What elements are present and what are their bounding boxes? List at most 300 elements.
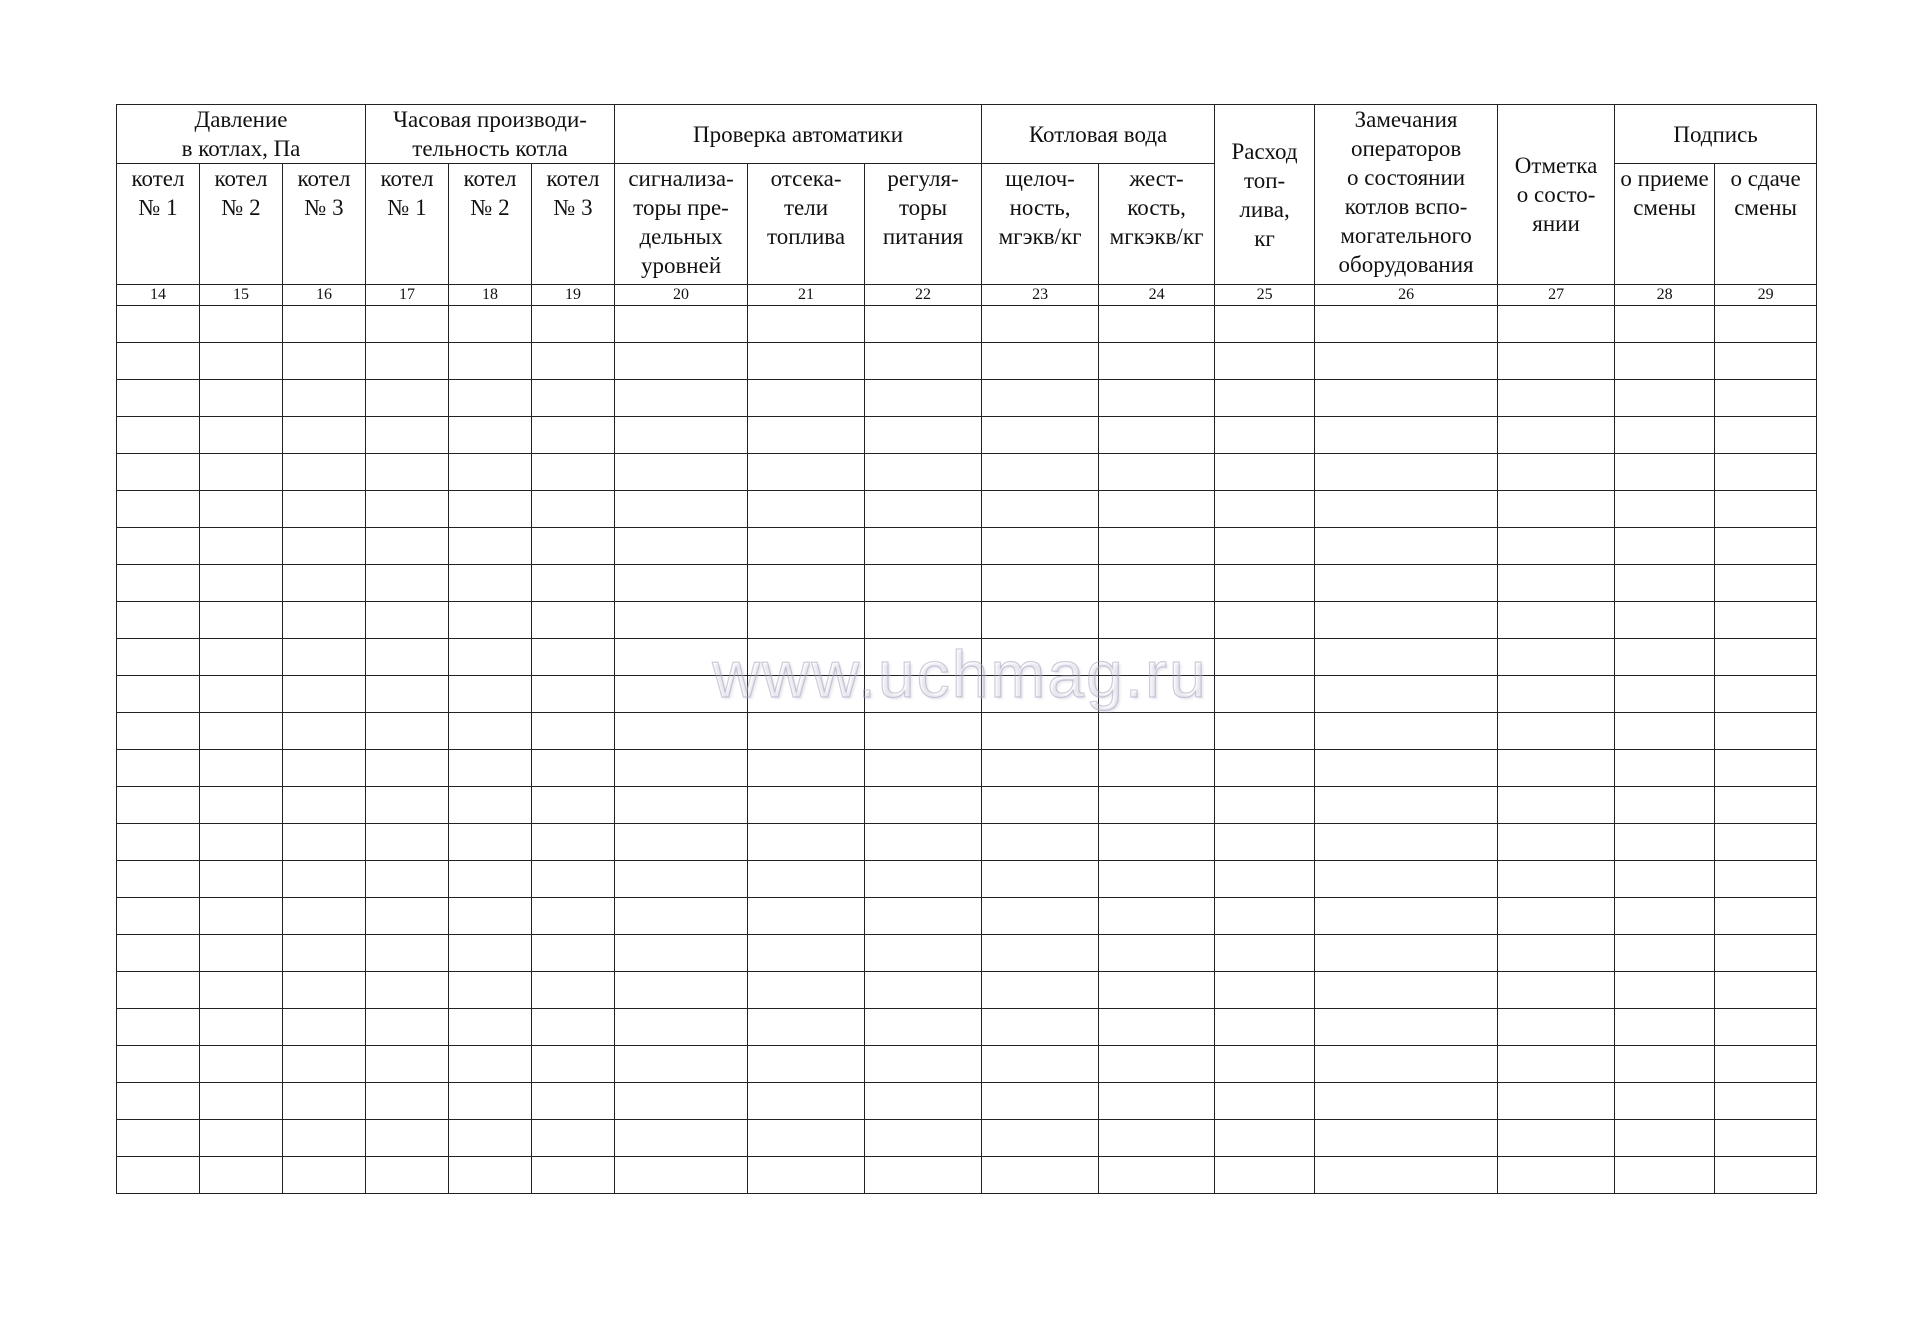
table-cell[interactable] — [449, 1009, 532, 1046]
table-cell[interactable] — [117, 454, 200, 491]
table-cell[interactable] — [449, 676, 532, 713]
table-cell[interactable] — [1715, 861, 1817, 898]
table-cell[interactable] — [1715, 898, 1817, 935]
table-cell[interactable] — [532, 602, 615, 639]
table-cell[interactable] — [1615, 1009, 1715, 1046]
table-cell[interactable] — [1099, 935, 1215, 972]
table-cell[interactable] — [117, 972, 200, 1009]
table-cell[interactable] — [865, 972, 982, 1009]
table-cell[interactable] — [1099, 491, 1215, 528]
table-cell[interactable] — [748, 343, 865, 380]
table-cell[interactable] — [117, 1083, 200, 1120]
table-cell[interactable] — [1215, 1157, 1315, 1194]
table-cell[interactable] — [449, 454, 532, 491]
table-cell[interactable] — [615, 454, 748, 491]
table-cell[interactable] — [200, 824, 283, 861]
table-cell[interactable] — [1215, 565, 1315, 602]
table-cell[interactable] — [200, 935, 283, 972]
table-cell[interactable] — [1615, 417, 1715, 454]
table-cell[interactable] — [865, 1009, 982, 1046]
table-cell[interactable] — [1615, 454, 1715, 491]
table-cell[interactable] — [748, 898, 865, 935]
table-cell[interactable] — [982, 602, 1099, 639]
table-cell[interactable] — [1615, 565, 1715, 602]
table-cell[interactable] — [1498, 306, 1615, 343]
table-cell[interactable] — [1215, 787, 1315, 824]
table-cell[interactable] — [1715, 565, 1817, 602]
table-cell[interactable] — [1315, 972, 1498, 1009]
table-cell[interactable] — [200, 750, 283, 787]
table-cell[interactable] — [1715, 602, 1817, 639]
table-cell[interactable] — [366, 861, 449, 898]
table-cell[interactable] — [865, 343, 982, 380]
table-cell[interactable] — [200, 380, 283, 417]
table-cell[interactable] — [117, 1120, 200, 1157]
table-cell[interactable] — [366, 343, 449, 380]
table-cell[interactable] — [615, 380, 748, 417]
table-cell[interactable] — [1498, 1157, 1615, 1194]
table-cell[interactable] — [532, 417, 615, 454]
table-cell[interactable] — [1315, 639, 1498, 676]
table-cell[interactable] — [615, 898, 748, 935]
table-cell[interactable] — [1715, 787, 1817, 824]
table-cell[interactable] — [200, 491, 283, 528]
table-cell[interactable] — [1215, 380, 1315, 417]
table-cell[interactable] — [982, 1009, 1099, 1046]
table-cell[interactable] — [865, 380, 982, 417]
table-cell[interactable] — [366, 713, 449, 750]
table-cell[interactable] — [982, 1046, 1099, 1083]
table-cell[interactable] — [449, 1120, 532, 1157]
table-cell[interactable] — [1315, 1009, 1498, 1046]
table-cell[interactable] — [982, 935, 1099, 972]
table-cell[interactable] — [283, 565, 366, 602]
table-cell[interactable] — [1615, 1120, 1715, 1157]
table-cell[interactable] — [1715, 454, 1817, 491]
table-cell[interactable] — [748, 861, 865, 898]
table-cell[interactable] — [200, 713, 283, 750]
table-cell[interactable] — [1715, 491, 1817, 528]
table-cell[interactable] — [532, 1120, 615, 1157]
table-cell[interactable] — [865, 417, 982, 454]
table-cell[interactable] — [1498, 1046, 1615, 1083]
table-cell[interactable] — [1615, 713, 1715, 750]
table-cell[interactable] — [1215, 528, 1315, 565]
table-cell[interactable] — [117, 676, 200, 713]
table-cell[interactable] — [1498, 491, 1615, 528]
table-cell[interactable] — [283, 343, 366, 380]
table-cell[interactable] — [615, 343, 748, 380]
table-cell[interactable] — [532, 750, 615, 787]
table-cell[interactable] — [615, 861, 748, 898]
table-cell[interactable] — [748, 750, 865, 787]
table-cell[interactable] — [865, 454, 982, 491]
table-cell[interactable] — [117, 491, 200, 528]
table-cell[interactable] — [366, 528, 449, 565]
table-cell[interactable] — [1715, 713, 1817, 750]
table-cell[interactable] — [1615, 750, 1715, 787]
table-cell[interactable] — [1715, 676, 1817, 713]
table-cell[interactable] — [1099, 1009, 1215, 1046]
table-cell[interactable] — [1215, 306, 1315, 343]
table-cell[interactable] — [449, 1083, 532, 1120]
table-cell[interactable] — [1315, 1157, 1498, 1194]
table-cell[interactable] — [1315, 1083, 1498, 1120]
table-cell[interactable] — [865, 750, 982, 787]
table-cell[interactable] — [982, 972, 1099, 1009]
table-cell[interactable] — [449, 565, 532, 602]
table-cell[interactable] — [449, 380, 532, 417]
table-cell[interactable] — [366, 380, 449, 417]
table-cell[interactable] — [1715, 750, 1817, 787]
table-cell[interactable] — [1715, 380, 1817, 417]
table-cell[interactable] — [1315, 1046, 1498, 1083]
table-cell[interactable] — [532, 306, 615, 343]
table-cell[interactable] — [1099, 528, 1215, 565]
table-cell[interactable] — [1715, 1046, 1817, 1083]
table-cell[interactable] — [1315, 343, 1498, 380]
table-cell[interactable] — [615, 787, 748, 824]
table-cell[interactable] — [283, 972, 366, 1009]
table-cell[interactable] — [748, 787, 865, 824]
table-cell[interactable] — [117, 750, 200, 787]
table-cell[interactable] — [1498, 1120, 1615, 1157]
table-cell[interactable] — [532, 1083, 615, 1120]
table-cell[interactable] — [1099, 787, 1215, 824]
table-cell[interactable] — [366, 454, 449, 491]
table-cell[interactable] — [200, 565, 283, 602]
table-cell[interactable] — [1099, 861, 1215, 898]
table-cell[interactable] — [1315, 713, 1498, 750]
table-cell[interactable] — [865, 861, 982, 898]
table-cell[interactable] — [200, 861, 283, 898]
table-cell[interactable] — [615, 1046, 748, 1083]
table-cell[interactable] — [117, 1009, 200, 1046]
table-cell[interactable] — [1099, 750, 1215, 787]
table-cell[interactable] — [615, 1009, 748, 1046]
table-cell[interactable] — [1099, 454, 1215, 491]
table-cell[interactable] — [1215, 1046, 1315, 1083]
table-cell[interactable] — [1498, 454, 1615, 491]
table-cell[interactable] — [532, 676, 615, 713]
table-cell[interactable] — [283, 306, 366, 343]
table-cell[interactable] — [366, 676, 449, 713]
table-cell[interactable] — [1099, 417, 1215, 454]
table-cell[interactable] — [865, 713, 982, 750]
table-cell[interactable] — [283, 750, 366, 787]
table-cell[interactable] — [200, 306, 283, 343]
table-cell[interactable] — [200, 528, 283, 565]
table-cell[interactable] — [1715, 935, 1817, 972]
table-cell[interactable] — [748, 1046, 865, 1083]
table-cell[interactable] — [982, 787, 1099, 824]
table-cell[interactable] — [615, 639, 748, 676]
table-cell[interactable] — [283, 1046, 366, 1083]
table-cell[interactable] — [615, 1083, 748, 1120]
table-cell[interactable] — [283, 1009, 366, 1046]
table-cell[interactable] — [200, 676, 283, 713]
table-cell[interactable] — [200, 972, 283, 1009]
table-cell[interactable] — [1498, 380, 1615, 417]
table-cell[interactable] — [449, 935, 532, 972]
table-cell[interactable] — [982, 306, 1099, 343]
table-cell[interactable] — [449, 343, 532, 380]
table-cell[interactable] — [1498, 935, 1615, 972]
table-cell[interactable] — [532, 1009, 615, 1046]
table-cell[interactable] — [366, 1157, 449, 1194]
table-cell[interactable] — [532, 491, 615, 528]
table-cell[interactable] — [1615, 1083, 1715, 1120]
table-cell[interactable] — [982, 1157, 1099, 1194]
table-cell[interactable] — [366, 824, 449, 861]
table-cell[interactable] — [1498, 343, 1615, 380]
table-cell[interactable] — [532, 1157, 615, 1194]
table-cell[interactable] — [1315, 565, 1498, 602]
table-cell[interactable] — [748, 602, 865, 639]
table-cell[interactable] — [117, 1046, 200, 1083]
table-cell[interactable] — [532, 454, 615, 491]
table-cell[interactable] — [117, 343, 200, 380]
table-cell[interactable] — [615, 1157, 748, 1194]
table-cell[interactable] — [865, 824, 982, 861]
table-cell[interactable] — [982, 898, 1099, 935]
table-cell[interactable] — [748, 417, 865, 454]
table-cell[interactable] — [1099, 639, 1215, 676]
table-cell[interactable] — [200, 1046, 283, 1083]
table-cell[interactable] — [1099, 1157, 1215, 1194]
table-cell[interactable] — [1099, 602, 1215, 639]
table-cell[interactable] — [1215, 824, 1315, 861]
table-cell[interactable] — [283, 1157, 366, 1194]
table-cell[interactable] — [532, 528, 615, 565]
table-cell[interactable] — [1615, 787, 1715, 824]
table-cell[interactable] — [1615, 861, 1715, 898]
table-cell[interactable] — [748, 565, 865, 602]
table-cell[interactable] — [366, 565, 449, 602]
table-cell[interactable] — [1215, 491, 1315, 528]
table-cell[interactable] — [283, 1083, 366, 1120]
table-cell[interactable] — [366, 639, 449, 676]
table-cell[interactable] — [366, 1120, 449, 1157]
table-cell[interactable] — [615, 491, 748, 528]
table-cell[interactable] — [982, 565, 1099, 602]
table-cell[interactable] — [865, 491, 982, 528]
table-cell[interactable] — [1615, 602, 1715, 639]
table-cell[interactable] — [1099, 1083, 1215, 1120]
table-cell[interactable] — [1615, 676, 1715, 713]
table-cell[interactable] — [283, 528, 366, 565]
table-cell[interactable] — [615, 824, 748, 861]
table-cell[interactable] — [1498, 528, 1615, 565]
table-cell[interactable] — [1715, 972, 1817, 1009]
table-cell[interactable] — [1315, 787, 1498, 824]
table-cell[interactable] — [615, 417, 748, 454]
table-cell[interactable] — [1315, 750, 1498, 787]
table-cell[interactable] — [117, 824, 200, 861]
table-cell[interactable] — [1498, 861, 1615, 898]
table-cell[interactable] — [982, 1083, 1099, 1120]
table-cell[interactable] — [1615, 491, 1715, 528]
table-cell[interactable] — [532, 935, 615, 972]
table-cell[interactable] — [449, 972, 532, 1009]
table-cell[interactable] — [200, 1083, 283, 1120]
table-cell[interactable] — [1099, 972, 1215, 1009]
table-cell[interactable] — [1099, 1046, 1215, 1083]
table-cell[interactable] — [748, 454, 865, 491]
table-cell[interactable] — [748, 935, 865, 972]
table-cell[interactable] — [1615, 972, 1715, 1009]
table-cell[interactable] — [449, 713, 532, 750]
table-cell[interactable] — [1615, 898, 1715, 935]
table-cell[interactable] — [1315, 824, 1498, 861]
table-cell[interactable] — [532, 972, 615, 1009]
table-cell[interactable] — [283, 676, 366, 713]
table-cell[interactable] — [117, 1157, 200, 1194]
table-cell[interactable] — [982, 491, 1099, 528]
table-cell[interactable] — [532, 343, 615, 380]
table-cell[interactable] — [1715, 824, 1817, 861]
table-cell[interactable] — [1715, 528, 1817, 565]
table-cell[interactable] — [200, 602, 283, 639]
table-cell[interactable] — [283, 1120, 366, 1157]
table-cell[interactable] — [1615, 306, 1715, 343]
table-cell[interactable] — [982, 713, 1099, 750]
table-cell[interactable] — [449, 602, 532, 639]
table-cell[interactable] — [1315, 1120, 1498, 1157]
table-cell[interactable] — [1498, 898, 1615, 935]
table-cell[interactable] — [200, 417, 283, 454]
table-cell[interactable] — [615, 713, 748, 750]
table-cell[interactable] — [1715, 343, 1817, 380]
table-cell[interactable] — [1315, 380, 1498, 417]
table-cell[interactable] — [1615, 935, 1715, 972]
table-cell[interactable] — [283, 898, 366, 935]
table-cell[interactable] — [117, 639, 200, 676]
table-cell[interactable] — [615, 676, 748, 713]
table-cell[interactable] — [1215, 417, 1315, 454]
table-cell[interactable] — [366, 306, 449, 343]
table-cell[interactable] — [532, 713, 615, 750]
table-cell[interactable] — [1099, 343, 1215, 380]
table-cell[interactable] — [865, 935, 982, 972]
table-cell[interactable] — [117, 565, 200, 602]
table-cell[interactable] — [449, 491, 532, 528]
table-cell[interactable] — [615, 602, 748, 639]
table-cell[interactable] — [1315, 417, 1498, 454]
table-cell[interactable] — [1215, 1009, 1315, 1046]
table-cell[interactable] — [1615, 824, 1715, 861]
table-cell[interactable] — [1498, 565, 1615, 602]
table-cell[interactable] — [200, 343, 283, 380]
table-cell[interactable] — [366, 935, 449, 972]
table-cell[interactable] — [615, 1120, 748, 1157]
table-cell[interactable] — [1215, 602, 1315, 639]
table-cell[interactable] — [200, 787, 283, 824]
table-cell[interactable] — [1615, 639, 1715, 676]
table-cell[interactable] — [366, 787, 449, 824]
table-cell[interactable] — [982, 528, 1099, 565]
table-cell[interactable] — [748, 676, 865, 713]
table-cell[interactable] — [1498, 417, 1615, 454]
table-cell[interactable] — [283, 824, 366, 861]
table-cell[interactable] — [748, 1083, 865, 1120]
table-cell[interactable] — [1498, 1083, 1615, 1120]
table-cell[interactable] — [615, 972, 748, 1009]
table-cell[interactable] — [1215, 861, 1315, 898]
table-cell[interactable] — [283, 417, 366, 454]
table-cell[interactable] — [748, 824, 865, 861]
table-cell[interactable] — [283, 639, 366, 676]
table-cell[interactable] — [1498, 602, 1615, 639]
table-cell[interactable] — [982, 417, 1099, 454]
table-cell[interactable] — [615, 565, 748, 602]
table-cell[interactable] — [1715, 639, 1817, 676]
table-cell[interactable] — [1215, 1083, 1315, 1120]
table-cell[interactable] — [865, 565, 982, 602]
table-cell[interactable] — [532, 898, 615, 935]
table-cell[interactable] — [865, 639, 982, 676]
table-cell[interactable] — [865, 306, 982, 343]
table-cell[interactable] — [865, 1120, 982, 1157]
table-cell[interactable] — [200, 1157, 283, 1194]
table-cell[interactable] — [117, 417, 200, 454]
table-cell[interactable] — [449, 861, 532, 898]
table-cell[interactable] — [117, 787, 200, 824]
table-cell[interactable] — [283, 491, 366, 528]
table-cell[interactable] — [200, 898, 283, 935]
table-cell[interactable] — [283, 713, 366, 750]
table-cell[interactable] — [366, 898, 449, 935]
table-cell[interactable] — [532, 639, 615, 676]
table-cell[interactable] — [1215, 935, 1315, 972]
table-cell[interactable] — [865, 1083, 982, 1120]
table-cell[interactable] — [449, 750, 532, 787]
table-cell[interactable] — [449, 306, 532, 343]
table-cell[interactable] — [532, 787, 615, 824]
table-cell[interactable] — [982, 676, 1099, 713]
table-cell[interactable] — [1099, 898, 1215, 935]
table-cell[interactable] — [865, 676, 982, 713]
table-cell[interactable] — [449, 417, 532, 454]
table-cell[interactable] — [283, 602, 366, 639]
table-cell[interactable] — [283, 861, 366, 898]
table-cell[interactable] — [1315, 306, 1498, 343]
table-cell[interactable] — [117, 528, 200, 565]
table-cell[interactable] — [748, 491, 865, 528]
table-cell[interactable] — [1315, 491, 1498, 528]
table-cell[interactable] — [532, 380, 615, 417]
table-cell[interactable] — [1715, 1120, 1817, 1157]
table-cell[interactable] — [865, 898, 982, 935]
table-cell[interactable] — [200, 639, 283, 676]
table-cell[interactable] — [1215, 898, 1315, 935]
table-cell[interactable] — [449, 824, 532, 861]
table-cell[interactable] — [532, 861, 615, 898]
table-cell[interactable] — [117, 713, 200, 750]
table-cell[interactable] — [1615, 1157, 1715, 1194]
table-cell[interactable] — [1315, 898, 1498, 935]
table-cell[interactable] — [366, 972, 449, 1009]
table-cell[interactable] — [200, 1009, 283, 1046]
table-cell[interactable] — [748, 306, 865, 343]
table-cell[interactable] — [366, 1046, 449, 1083]
table-cell[interactable] — [1498, 787, 1615, 824]
table-cell[interactable] — [865, 787, 982, 824]
table-cell[interactable] — [449, 1157, 532, 1194]
table-cell[interactable] — [1215, 750, 1315, 787]
table-cell[interactable] — [366, 750, 449, 787]
table-cell[interactable] — [1215, 454, 1315, 491]
